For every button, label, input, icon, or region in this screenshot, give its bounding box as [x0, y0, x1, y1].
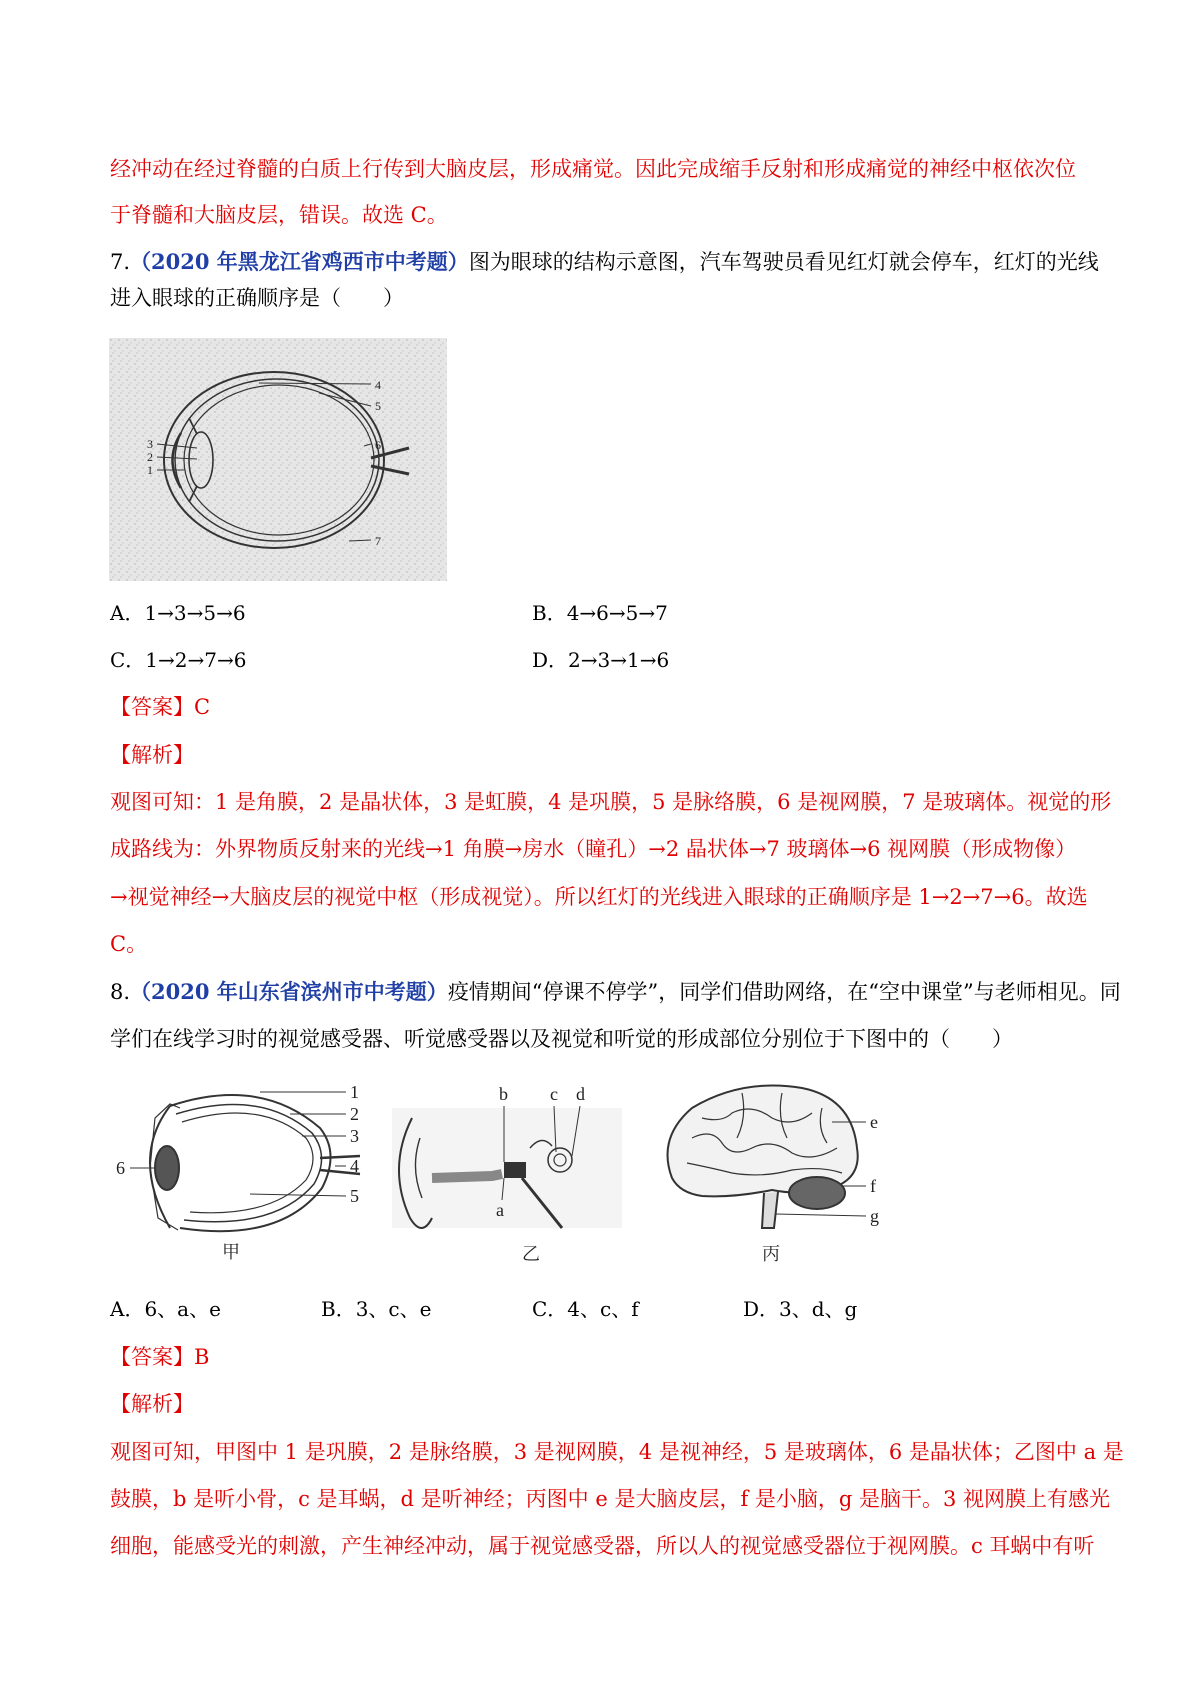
q7-label-3: 3 [147, 437, 153, 451]
q7-label-7: 7 [375, 534, 381, 548]
q7-stem-line-1 [110, 247, 1110, 277]
q8-brain-label-f: f [870, 1176, 876, 1196]
q8-eye-label-6: 6 [116, 1158, 125, 1178]
q7-label-1: 1 [147, 463, 153, 477]
q7-option-a[interactable]: A．1→3→5→6 [110, 601, 246, 625]
q7-eye-diagram [109, 338, 447, 581]
q8-stem-line-1 [110, 977, 1121, 1007]
q7-analysis-line-2: 成路线为：外界物质反射来的光线→1 角膜→房水（瞳孔）→2 晶状体→7 玻璃体→6 视网膜（形成物像） [110, 837, 1077, 861]
speckled-background [109, 338, 447, 581]
q8-source: （2020 年山东省滨州市中考题） [130, 979, 448, 1004]
q8-caption-yi: 乙 [522, 1244, 540, 1264]
q7-stem-1: 图为眼球的结构示意图，汽车驾驶员看见红灯就会停车，红灯的光线 [468, 250, 1099, 274]
q7-analysis-line-4: C。 [110, 932, 148, 956]
q8-option-a[interactable]: A．6、a、e [110, 1297, 221, 1321]
q8-number: 8. [110, 980, 131, 1004]
q7-label-4: 4 [375, 378, 381, 392]
q8-brain-label-g: g [870, 1206, 879, 1226]
q8-answer: 【答案】B [110, 1345, 210, 1369]
q8-analysis-title: 【解析】 [110, 1392, 194, 1416]
q7-label-6: 6 [375, 438, 381, 452]
q8-analysis-line-2: 鼓膜，b 是听小骨，c 是耳蜗，d 是听神经；丙图中 e 是大脑皮层，f 是小脑，g 是脑干。3 视网膜上有感光 [110, 1487, 1111, 1511]
q8-caption-bing: 丙 [762, 1244, 780, 1264]
q8-ear-label-b: b [499, 1084, 508, 1104]
q8-stem-line-2: 学们在线学习时的视觉感受器、听觉感受器以及视觉和听觉的形成部位分别位于下图中的（ ） [110, 1027, 1013, 1051]
q7-option-c[interactable]: C．1→2→7→6 [110, 648, 247, 672]
q8-eye-label-1: 1 [350, 1082, 359, 1102]
q7-stem-line-2: 进入眼球的正确顺序是（ ） [110, 286, 404, 310]
q8-eye-label-3: 3 [350, 1126, 359, 1146]
q8-option-d[interactable]: D．3、d、g [743, 1297, 858, 1321]
q7-answer: 【答案】C [110, 695, 211, 719]
q7-option-b[interactable]: B．4→6→5→7 [532, 601, 668, 625]
q7-number: 7. [110, 250, 131, 274]
q8-caption-jia: 甲 [222, 1242, 240, 1262]
q8-option-c[interactable]: C．4、c、f [532, 1297, 639, 1321]
q8-eye-diagram [110, 1078, 380, 1268]
q7-source: （2020 年黑龙江省鸡西市中考题） [130, 249, 469, 274]
q8-brain-label-e: e [870, 1112, 878, 1132]
q8-analysis-line-3: 细胞，能感受光的刺激，产生神经冲动，属于视觉感受器，所以人的视觉感受器位于视网膜。c 耳蜗中有听 [110, 1534, 1095, 1558]
q8-eye-label-4: 4 [350, 1156, 359, 1176]
q8-option-b[interactable]: B．3、c、e [321, 1297, 432, 1321]
q8-analysis-line-1: 观图可知，甲图中 1 是巩膜，2 是脉络膜，3 是视网膜，4 是视神经，5 是玻璃体，6 是晶状体；乙图中 a 是 [110, 1440, 1124, 1464]
q8-ear-label-a: a [496, 1200, 504, 1220]
q8-stem-1: 疫情期间“停课不停学”，同学们借助网络，在“空中课堂”与老师相见。同 [447, 980, 1121, 1004]
intro-line-1: 经冲动在经过脊髓的白质上行传到大脑皮层，形成痛觉。因此完成缩手反射和形成痛觉的神经中枢依次位 [110, 157, 1076, 181]
q8-eye-label-5: 5 [350, 1186, 359, 1206]
q8-ear-label-d: d [576, 1084, 585, 1104]
q7-option-d[interactable]: D．2→3→1→6 [532, 648, 670, 672]
q7-label-2: 2 [147, 450, 153, 464]
q8-brain-diagram [652, 1078, 892, 1268]
q7-label-5: 5 [375, 399, 381, 413]
q7-analysis-line-3: →视觉神经→大脑皮层的视觉中枢（形成视觉）。所以红灯的光线进入眼球的正确顺序是 1→2→7→6。故选 [110, 885, 1088, 909]
q7-analysis-title: 【解析】 [110, 743, 194, 767]
q7-analysis-line-1: 观图可知：1 是角膜，2 是晶状体，3 是虹膜，4 是巩膜，5 是脉络膜，6 是视网膜，7 是玻璃体。视觉的形 [110, 790, 1112, 814]
q8-eye-label-2: 2 [350, 1104, 359, 1124]
intro-line-2: 于脊髓和大脑皮层，错误。故选 C。 [110, 203, 448, 227]
q8-ear-label-c: c [550, 1084, 558, 1104]
q8-ear-diagram [392, 1078, 642, 1268]
